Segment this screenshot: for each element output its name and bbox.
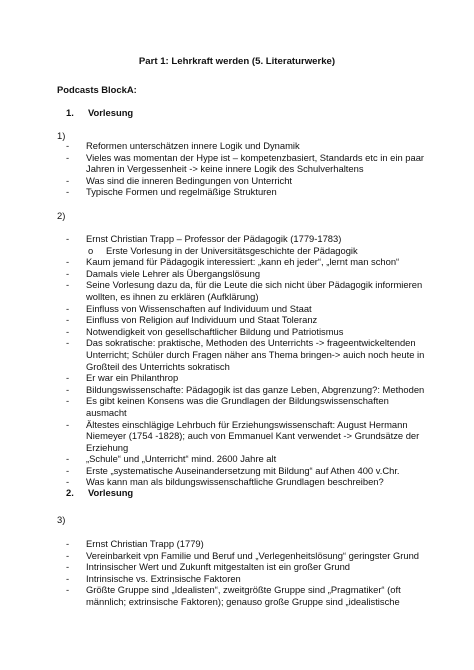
list-item: - Vieles was momentan der Hype ist – kompetenzbasiert, Standards etc in ein paar	[66, 151, 425, 163]
lecture-1-heading	[66, 107, 133, 118]
list-item-continuation: Unterricht; Schüler durch Fragen näher ans Thema bringen-> auich noch heute in	[86, 348, 425, 360]
section-2-list	[66, 233, 426, 488]
list-item: - „Schule“ und „Unterricht“ mind. 2600 Jahre alt	[66, 453, 277, 465]
dash-marker: -	[66, 233, 70, 244]
section-1-label: 1)	[57, 130, 66, 141]
sub-list-item: o Erste Vorlesung in der Universitätsgeschichte der Pädagogik	[88, 244, 358, 256]
dash-marker: -	[66, 337, 70, 349]
list-item: - Kaum jemand für Pädagogik interessiert: „kann eh jeder“, „lernt man schon“	[66, 256, 400, 268]
lecture-number: 2.	[66, 487, 74, 498]
list-item: - Vereinbarkeit vpn Familie und Beruf und „Verlegenheitslösung“ geringster Grund	[66, 549, 420, 561]
list-item: - Intrinsischer Wert und Zukunft mitgestalten ist ein großer Grund	[66, 561, 351, 573]
list-item: - Ernst Christian Trapp (1779)	[66, 538, 204, 549]
dash-marker: -	[66, 302, 70, 314]
section-2-label: 2)	[57, 210, 66, 221]
list-item-continuation: Niemeyer (1754 -1828); auch von Emmanuel Kant verwendet -> Grundsätze der	[86, 430, 420, 442]
dash-marker: -	[66, 372, 70, 384]
list-item: - Das sokratische: praktische, Methoden des Unterrichts -> frageentwickeltenden	[66, 337, 416, 349]
list-item: - Intrinsische vs. Extrinsische Faktoren	[66, 572, 241, 584]
list-item-continuation: Jahren in Vergessenheit -> keine innere Logik des Schulverhaltens	[86, 163, 364, 175]
section-3-label: 3)	[57, 514, 66, 525]
list-item: - Typische Formen und regelmäßige Strukturen	[66, 186, 277, 198]
section-1-list	[66, 140, 426, 198]
dash-marker: -	[66, 549, 70, 561]
dash-marker: -	[66, 476, 70, 488]
dash-marker: -	[66, 267, 70, 279]
list-item: - Damals viele Lehrer als Übergangslösung	[66, 267, 261, 279]
dash-marker: -	[66, 314, 70, 326]
lecture-label: Vorlesung	[88, 487, 134, 498]
dash-marker: -	[66, 538, 70, 549]
dash-marker: -	[66, 151, 70, 163]
list-item: - Seine Vorlesung dazu da, für die Leute die sich nicht über Pädagogik informieren	[66, 279, 423, 291]
dash-marker: -	[66, 383, 70, 395]
dash-marker: -	[66, 174, 70, 186]
list-item: - Einfluss von Wissenschaften auf Individuum und Staat	[66, 302, 312, 314]
section-3-list	[66, 538, 426, 608]
lecture-2-heading	[66, 487, 133, 498]
document-title: Part 1: Lehrkraft werden (5. Literaturwerke)	[138, 56, 336, 67]
list-item: - Erste „systematische Auseinandersetzung mit Bildung“ auf Athen 400 v.Chr.	[66, 464, 400, 476]
dash-marker: -	[66, 561, 70, 573]
list-item: - Was sind die inneren Bedingungen von Unterricht	[66, 174, 293, 186]
list-item-continuation: Großteil des Unterrichts sokratisch	[86, 360, 230, 372]
dash-marker: -	[66, 464, 70, 476]
list-item-continuation: männlich; extrinsische Faktoren); genauso große Gruppe sind „idealistische	[86, 595, 400, 607]
dash-marker: -	[66, 584, 70, 596]
list-item: - Reformen unterschätzen innere Logik und Dynamik	[66, 140, 300, 151]
list-item: - Größte Gruppe sind „Idealisten“, zweitgrößte Gruppe sind „Pragmatiker“ (oft	[66, 584, 401, 596]
list-item: - Ältestes einschlägige Lehrbuch für Erziehungswissenschaft: August Hermann	[66, 418, 408, 430]
podcast-heading: Podcasts BlockA:	[57, 84, 137, 95]
list-item: - Notwendigkeit von gesellschaftlicher Bildung und Patriotismus	[66, 325, 344, 337]
dash-marker: -	[66, 395, 70, 407]
dash-marker: -	[66, 256, 70, 268]
dash-marker: -	[66, 572, 70, 584]
list-item-continuation: wollten, es ihnen zu erklären (Aufklärung)	[86, 290, 259, 302]
list-item: - Was kann man als bildungswissenschaftliche Grundlagen beschreiben?	[66, 476, 384, 488]
circle-bullet: o	[88, 244, 94, 256]
list-item: - Ernst Christian Trapp – Professor der Pädagogik (1779-1783)	[66, 233, 342, 244]
dash-marker: -	[66, 325, 70, 337]
dash-marker: -	[66, 186, 70, 198]
dash-marker: -	[66, 140, 70, 151]
list-item: - Es gibt keinen Konsens was die Grundlagen der Bildungswissenschaften ausmacht	[66, 395, 389, 418]
list-item-continuation: Erziehung	[86, 441, 129, 453]
dash-marker: -	[66, 418, 70, 430]
lecture-number: 1.	[66, 107, 74, 118]
list-item: - Er war ein Philanthrop	[66, 372, 179, 384]
dash-marker: -	[66, 453, 70, 465]
lecture-label: Vorlesung	[88, 107, 134, 118]
list-item: - Einfluss von Religion auf Individuum und Staat Toleranz	[66, 314, 318, 326]
dash-marker: -	[66, 279, 70, 291]
list-item: - Bildungswissenschafte: Pädagogik ist das ganze Leben, Abgrenzung?: Methoden	[66, 383, 425, 395]
